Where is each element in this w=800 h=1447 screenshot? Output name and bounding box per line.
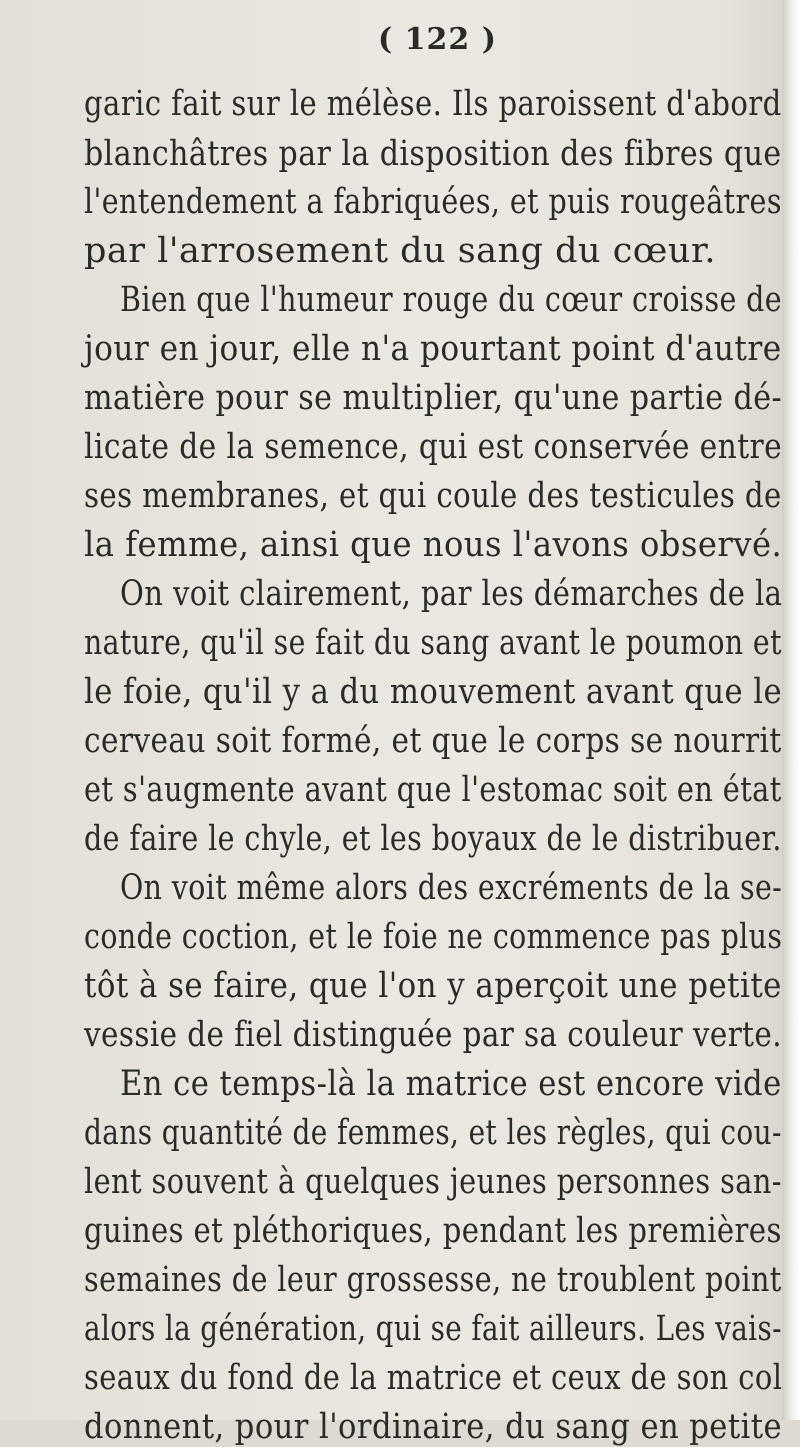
text-line-10: la femme, ainsi que nous l'avons observé. bbox=[84, 525, 783, 565]
text-line-24: guines et pléthoriques, pendant les premières bbox=[84, 1211, 782, 1251]
text-line-9: ses membranes, et qui coule des testicules de bbox=[84, 476, 782, 516]
text-line-7: matière pour se multiplier, qu'une partie dé- bbox=[84, 378, 783, 418]
page-number: ( 122 ) bbox=[378, 22, 497, 57]
paragraph-start-4: En ce temps-là la matrice est encore vide bbox=[120, 1064, 782, 1104]
text-line-4: par l'arrosement du sang du cœur. bbox=[84, 231, 716, 271]
text-line-6: jour en jour, elle n'a pourtant point d'autre bbox=[84, 329, 782, 369]
text-line-1: garic fait sur le mélèse. Ils paroissent d'abord bbox=[84, 84, 782, 124]
text-line-18: conde coction, et le foie ne commence pas plus bbox=[84, 917, 783, 957]
text-line-23: lent souvent à quelques jeunes personnes san- bbox=[84, 1162, 782, 1202]
text-line-27: seaux du fond de la matrice et ceux de son col bbox=[84, 1358, 783, 1398]
text-line-25: semaines de leur grossesse, ne troublent point bbox=[84, 1260, 782, 1300]
text-line-15: et s'augmente avant que l'estomac soit en état bbox=[84, 770, 782, 810]
page-edge bbox=[782, 0, 800, 1420]
paragraph-start-1: Bien que l'humeur rouge du cœur croisse de bbox=[120, 280, 783, 320]
text-line-13: le foie, qu'il y a du mouvement avant que le bbox=[84, 672, 783, 712]
text-line-2: blanchâtres par la disposition des fibres que bbox=[84, 134, 782, 174]
text-line-20: vessie de fiel distinguée par sa couleur verte. bbox=[84, 1015, 783, 1055]
text-line-19: tôt à se faire, que l'on y aperçoit une petite bbox=[84, 966, 782, 1006]
text-line-26: alors la génération, qui se fait ailleurs. Les vais- bbox=[84, 1309, 782, 1349]
text-line-14: cerveau soit formé, et que le corps se nourrit bbox=[84, 721, 782, 761]
text-line-16: de faire le chyle, et les boyaux de le distribuer. bbox=[84, 819, 782, 859]
paragraph-start-3: On voit même alors des excréments de la se- bbox=[120, 868, 783, 908]
text-line-3: l'entendement a fabriquées, et puis rougeâtres bbox=[84, 182, 782, 222]
text-line-8: licate de la semence, qui est conservée entre bbox=[84, 427, 783, 467]
paragraph-start-2: On voit clairement, par les démarches de la bbox=[120, 574, 783, 614]
text-line-12: nature, qu'il se fait du sang avant le poumon et bbox=[84, 623, 782, 663]
text-line-22: dans quantité de femmes, et les règles, qui cou- bbox=[84, 1113, 782, 1153]
text-line-28: donnent, pour l'ordinaire, du sang en petite bbox=[84, 1407, 783, 1447]
